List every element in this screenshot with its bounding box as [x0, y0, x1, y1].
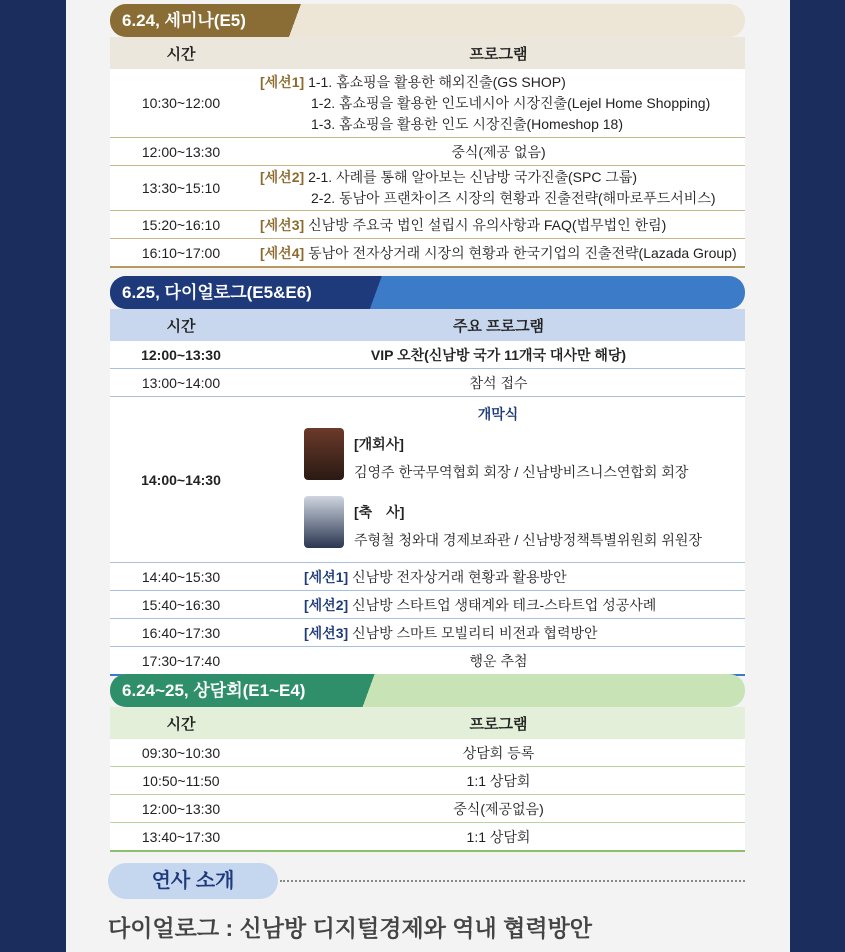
table-row: 16:40~17:30 [세션3] 신남방 스마트 모빌리티 비전과 협력방안 [110, 619, 745, 647]
dialogue-table [110, 309, 745, 676]
table-row: 10:30~12:00 [세션1] 1-1. 홈쇼핑을 활용한 해외진출(GS SHOP) 1-2. 홈쇼핑을 활용한 인도네시아 시장진출(Lejel Home Shopping) 1-3. 홈쇼핑을 활용한 인도 시장진출(Homeshop 18) [110, 69, 745, 138]
table-header: 시간 프로그램 [110, 707, 745, 739]
seminar-title: 6.24, 세미나(E5) [110, 4, 315, 37]
speaker-photo-icon [304, 428, 344, 480]
seminar-section [110, 4, 745, 268]
table-header [110, 37, 745, 69]
consultation-table [110, 707, 745, 852]
session-tag: [세션2] [260, 169, 305, 185]
session-tag: [세션1] [260, 73, 305, 90]
consultation-title: 6.24~25, 상담회(E1~E4) [110, 674, 392, 707]
table-header: 시간 주요 프로그램 [110, 309, 745, 341]
table-row: 10:50~11:50 1:1 상담회 [110, 767, 745, 795]
opening-title: 개막식 [477, 406, 519, 422]
speakers-heading [108, 863, 745, 899]
dotted-divider [280, 880, 745, 882]
consultation-section [110, 674, 745, 852]
table-row: 12:00~13:30 중식(제공없음) [110, 795, 745, 823]
seminar-table [110, 37, 745, 268]
table-row: 17:30~17:40 행운 추첨 [110, 647, 745, 676]
table-row: 15:20~16:10 [세션3] 신남방 주요국 법인 설립시 유의사항과 FAQ(법무법인 한림) [110, 211, 745, 239]
speaker-photo-icon [304, 496, 344, 548]
dialogue-section [110, 276, 745, 676]
table-row: 13:00~14:00 참석 접수 [110, 369, 745, 397]
table-row: 13:30~15:10 [세션2] 2-1. 사례를 통해 알아보는 신남방 국가진출(SPC 그룹) 2-2. 동남아 프랜차이즈 시장의 현황과 진출전략(해마로푸드서비스) [110, 166, 745, 211]
col-program: 프로그램 [469, 45, 528, 63]
table-row: 12:00~13:30 VIP 오찬(신남방 국가 11개국 대사만 해당) [110, 341, 745, 369]
table-row: 15:40~16:30 [세션2] 신남방 스타트업 생태계와 테크-스타트업 성공사례 [110, 591, 745, 619]
dialogue-title: 6.25, 다이얼로그(E5&E6) [110, 276, 400, 309]
table-row: 12:00~13:30 중식(제공 없음) [110, 138, 745, 166]
speakers-label: 연사 소개 [108, 863, 278, 899]
col-time: 시간 [166, 45, 196, 63]
dialogue-header [110, 276, 745, 309]
table-row: 14:40~15:30 [세션1] 신남방 전자상거래 현황과 활용방안 [110, 563, 745, 591]
speakers-subtitle: 다이얼로그 : 신남방 디지털경제와 역내 협력방안 [108, 915, 592, 941]
opening-row: 14:00~14:30 개막식 [개회사] 김영주 한국무역협회 회장 / 신남방비즈니스연합회 회장 [축 사] 주형철 청와대 경제보좌관 / 신남방정책특별위원회 위원장 [110, 397, 745, 563]
table-row: 13:40~17:30 1:1 상담회 [110, 823, 745, 852]
seminar-header [110, 4, 745, 37]
table-row: 16:10~17:00 [세션4] 동남아 전자상거래 시장의 현황과 한국기업의 진출전략(Lazada Group) [110, 239, 745, 268]
table-row: 09:30~10:30 상담회 등록 [110, 739, 745, 767]
consultation-header [110, 674, 745, 707]
